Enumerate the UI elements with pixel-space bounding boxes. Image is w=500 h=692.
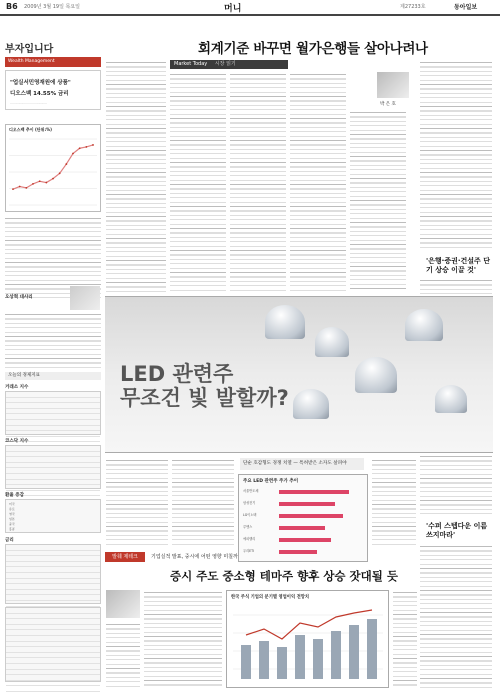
led-lamp-2: [315, 327, 349, 357]
rate-point-4: [39, 180, 41, 182]
s2-bar-3: [295, 635, 305, 679]
led-chart-title: 주요 LED 관련주 주가 추이: [243, 479, 299, 484]
market-today-bar: [170, 60, 288, 69]
chart-label: 디오스백 추이 (단위:%): [9, 127, 52, 132]
article-col-2: [170, 72, 226, 292]
market-today-sub: 시장 읽기: [214, 61, 236, 67]
article-col-5: [350, 110, 406, 292]
section2-chart-title: 한국 주식 기업의 분기별 영업이익 전망치: [231, 595, 310, 600]
main-headline: 회계기준 바꾸면 월가은행들 살아나려나: [198, 41, 428, 57]
kospi-table: [5, 391, 101, 435]
rate-point-5: [45, 182, 47, 184]
photo-title-line-1: LED 관련주: [120, 362, 234, 386]
rate-point-1: [19, 186, 21, 188]
s2-bar-4: [313, 639, 323, 679]
fx-row-5: 홍콩: [9, 527, 15, 531]
rate-point-7: [59, 172, 61, 174]
led-row-0: 서울반도체: [243, 489, 259, 493]
promo-line-2: 디오스백 14.55% 금리: [10, 91, 69, 97]
led-row-2: LG이노텍: [243, 513, 257, 517]
issue-date: 2009년 3월 19일 목요일: [24, 4, 81, 10]
page-number: B6: [6, 2, 18, 11]
led-article-col-4: [372, 458, 416, 548]
led-lamp-5: [293, 389, 329, 419]
rate-point-0: [12, 188, 14, 190]
right-col-article-2: [420, 544, 492, 688]
s2-bar-0: [241, 645, 251, 679]
fx-row-3: 일본: [9, 517, 15, 521]
table4-title: 금리: [5, 538, 14, 543]
sidebar: [5, 40, 101, 685]
led-lamp-1: [265, 305, 305, 339]
s2-bar-5: [331, 631, 341, 679]
section2-bar: [105, 552, 493, 562]
right-col-title-1: '은행·증권·건설주 단기 상승 이끌 것': [426, 257, 490, 274]
led-lamp-6: [435, 385, 467, 413]
today-indicators-label: 오늘의 경제지표: [5, 372, 101, 380]
bottom-table: [5, 607, 101, 682]
section2-headline: 증시 주도 중소형 테마주 향후 상승 잣대될 듯: [170, 569, 398, 583]
fx-table: [5, 499, 101, 533]
led-lamp-4: [405, 309, 443, 341]
fx-row-2: 영국: [9, 512, 15, 516]
fx-row-4: 중국: [9, 522, 15, 526]
photo-title: [120, 362, 289, 410]
section2-sub: 기업실적 발표, 중시에 어떤 영향 미칠까: [151, 554, 238, 560]
section2-article-1: [144, 590, 222, 688]
newspaper-logo: 동아일보: [454, 4, 478, 11]
sidebar-article-2: [5, 312, 101, 370]
led-bar-0: [279, 490, 349, 494]
section2-article-0: [106, 622, 140, 688]
rate-chart: [5, 124, 101, 212]
byline-photo: [377, 72, 409, 98]
rate-table: [5, 544, 101, 604]
article-col-1: [106, 60, 166, 292]
photo-title-line-2: 무조건 빛 발할까?: [120, 386, 289, 410]
rate-point-2: [25, 187, 27, 189]
issue-number: 제27233호: [400, 4, 426, 10]
sidebar-subtitle: Wealth Management: [5, 57, 101, 67]
right-col-title-2: '수퍼 스텝다운 이름 쓰지마라': [426, 522, 488, 539]
kosdaq-table: [5, 445, 101, 489]
rate-point-3: [32, 183, 34, 185]
led-bar-1: [279, 502, 335, 506]
led-subtitle-box: 단순 호감형도 경쟁 치열 — 특허받은 소자도 살펴야: [240, 458, 364, 470]
led-lamp-3: [355, 357, 397, 393]
author-name: 오상혁 대사리: [5, 295, 33, 300]
section2-label: 발췌 제테크: [105, 552, 145, 562]
led-article-col-2: [172, 458, 234, 548]
sidebar-title: 부자입니다: [5, 40, 101, 57]
article-col-4: [290, 72, 346, 292]
s2-bar-7: [367, 619, 377, 679]
article-col-6: [420, 60, 492, 248]
led-row-1: 삼성전기: [243, 501, 256, 505]
masthead: [0, 0, 500, 16]
section2-article-2: [393, 590, 417, 688]
section2-chart-svg: [233, 605, 383, 683]
promo-box: [5, 70, 101, 110]
promo-caption: ·······································: [10, 101, 48, 105]
rate-point-9: [72, 153, 74, 155]
fx-row-1: 유로: [9, 507, 15, 511]
rate-point-6: [52, 178, 54, 180]
led-row-4: 에피밸리: [243, 537, 256, 541]
rate-point-10: [79, 147, 81, 149]
led-article-col-1: [106, 458, 168, 548]
fx-row-0: 미국: [9, 502, 15, 506]
rate-point-11: [85, 146, 87, 148]
section2-author-photo: [106, 590, 140, 618]
article-col-3: [230, 72, 286, 292]
s2-bar-1: [259, 641, 269, 679]
led-bar-3: [279, 526, 325, 530]
table1-title: 거래소 지수: [5, 385, 29, 390]
rate-chart-svg: [9, 135, 97, 209]
s2-bar-6: [349, 625, 359, 679]
led-bar-4: [279, 538, 331, 542]
table3-title: 환율 증감: [5, 493, 24, 498]
rate-point-12: [92, 144, 94, 146]
section2-chart: [226, 590, 389, 688]
author-photo: [70, 286, 100, 310]
s2-bar-2: [277, 647, 287, 679]
byline-name: 박 은 호: [380, 102, 396, 107]
promo-line-1: "업실서민영재원에 상품": [10, 80, 71, 86]
led-bar-2: [279, 514, 343, 518]
rate-point-8: [65, 163, 67, 165]
market-today-label: Market Today: [174, 61, 208, 67]
rate-series-line: [13, 145, 93, 189]
section-name: 머니: [224, 4, 242, 14]
led-row-5: 우리ETI: [243, 549, 255, 553]
table2-title: 코스닥 지수: [5, 439, 29, 444]
led-chart-box: [238, 474, 368, 562]
led-row-3: 루멘스: [243, 525, 253, 529]
